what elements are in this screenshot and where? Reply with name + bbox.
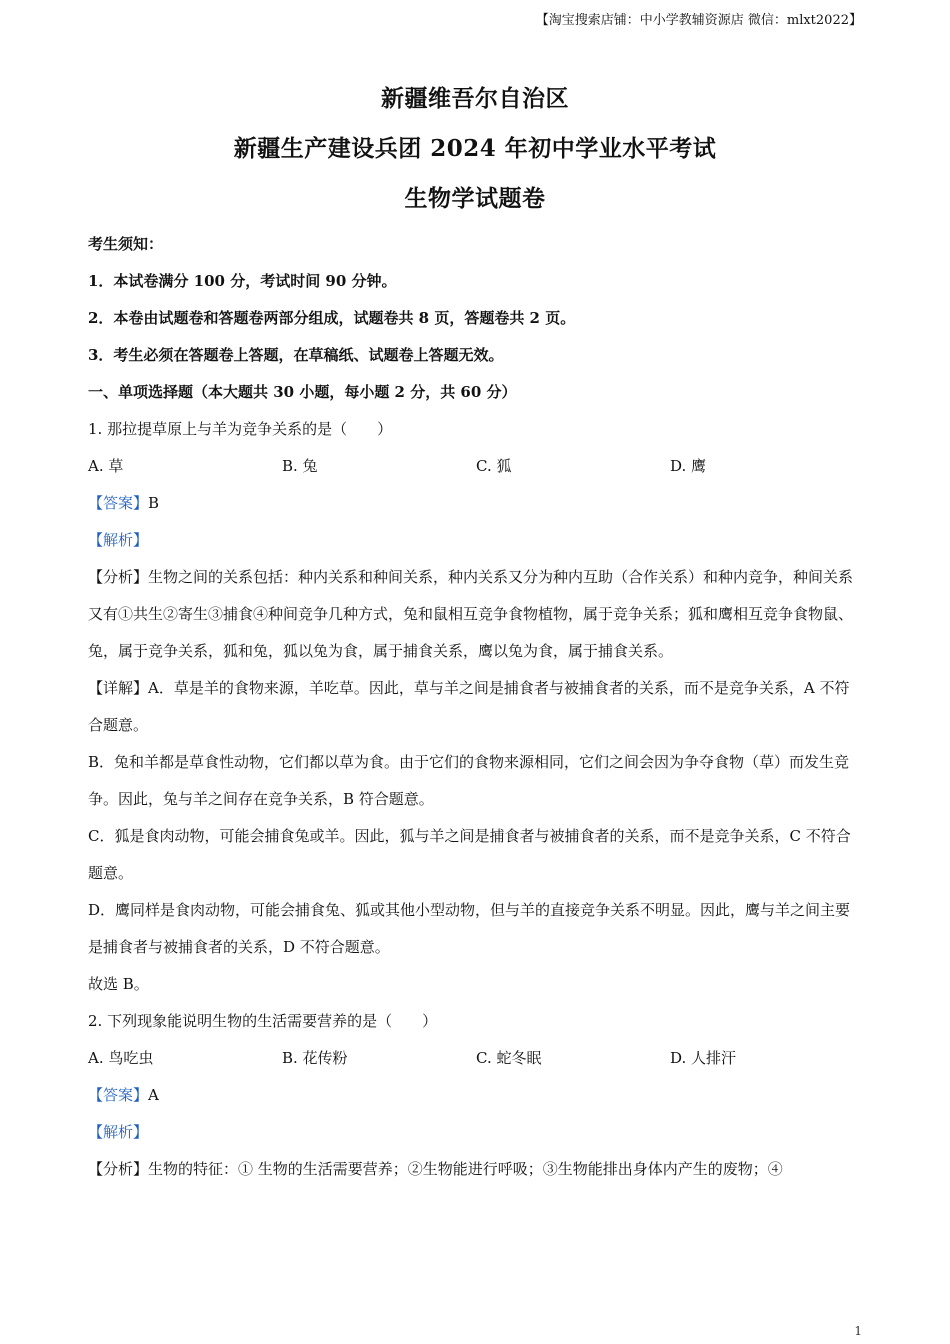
answer-line xyxy=(88,1077,864,1114)
conclusion: 故选 B。 xyxy=(88,975,149,993)
detail-a-text: A．草是羊的食物来源，羊吃草。因此，草与羊之间是捕食者与被捕食者的关系，而不是竞争关系，A 不符合题意。 xyxy=(88,679,850,734)
option-c: C. 狐 xyxy=(476,457,512,475)
analysis-fenxi xyxy=(88,1151,864,1188)
option-d: D. 鹰 xyxy=(670,457,707,475)
option-a: A. 鸟吃虫 xyxy=(88,1049,154,1067)
content-body xyxy=(88,226,864,1188)
option-b: B. 兔 xyxy=(282,457,318,475)
header-note: 【淘宝搜索店铺：中小学教辅资源店 微信：mlxt2022】 xyxy=(535,13,862,28)
notice-item-2: 2．本卷由试题卷和答题卷两部分组成，试题卷共 8 页，答题卷共 2 页。 xyxy=(88,309,576,327)
answer-value: B xyxy=(148,494,160,512)
option-d: D. 人排汗 xyxy=(670,1049,737,1067)
title-exam: 新疆生产建设兵团 2024 年初中学业水平考试 xyxy=(233,135,717,162)
section-heading: 一、单项选择题（本大题共 30 小题，每小题 2 分，共 60 分） xyxy=(88,383,517,401)
detail-c: C．狐是食肉动物，可能会捕食兔或羊。因此，狐与羊之间是捕食者与被捕食者的关系，而不是竞争关系，C 不符合题意。 xyxy=(88,827,851,882)
notice-item-3: 3．考生必须在答题卷上答题，在草稿纸、试题卷上答题无效。 xyxy=(88,346,504,364)
question-2-options xyxy=(88,1040,864,1077)
option-c: C. 蛇冬眠 xyxy=(476,1049,542,1067)
xiangjie-tag: 【详解】 xyxy=(88,679,149,697)
analysis-tag: 【解析】 xyxy=(88,1123,149,1141)
fenxi-tag: 【分析】 xyxy=(88,568,149,586)
answer-tag: 【答案】 xyxy=(88,494,149,512)
fenxi-text: 生物之间的关系包括：种内关系和种间关系，种内关系又分为种内互助（合作关系）和种内竞争，种间关系又有①共生②寄生③捕食④种间竞争几种方式，兔和鼠相互竞争食物植物，属于竞争关系；狐和鹰相互竞争食物鼠、兔，属于竞争关系，狐和兔，狐以兔为食，属于捕食关系，鹰以兔为食，属于捕食关系。 xyxy=(88,568,854,660)
title-subject: 生物学试题卷 xyxy=(404,185,546,212)
notice-item-1: 1．本试卷满分 100 分，考试时间 90 分钟。 xyxy=(88,272,397,290)
fenxi-text: 生物的特征：① 生物的生活需要营养；②生物能进行呼吸；③生物能排出身体内产生的废物；④ xyxy=(148,1160,783,1178)
answer-value: A xyxy=(148,1086,159,1104)
analysis-fenxi xyxy=(88,559,864,670)
fenxi-tag: 【分析】 xyxy=(88,1160,149,1178)
detail-b: B．兔和羊都是草食性动物，它们都以草为食。由于它们的食物来源相同，它们之间会因为争夺食物（草）而发生竞争。因此，兔与羊之间存在竞争关系，B 符合题意。 xyxy=(88,753,850,808)
detail-d: D．鹰同样是食肉动物，可能会捕食兔、狐或其他小型动物，但与羊的直接竞争关系不明显。因此，鹰与羊之间主要是捕食者与被捕食者的关系，D 不符合题意。 xyxy=(88,901,851,956)
question-1-stem: 1. 那拉提草原上与羊为竞争关系的是（ ） xyxy=(88,420,393,438)
title-region: 新疆维吾尔自治区 xyxy=(381,85,569,112)
answer-line xyxy=(88,485,864,522)
page-number: 1 xyxy=(854,1324,862,1338)
detail-a xyxy=(88,670,864,744)
question-1-options xyxy=(88,448,864,485)
notice-heading: 考生须知： xyxy=(88,235,164,253)
option-b: B. 花传粉 xyxy=(282,1049,348,1067)
answer-tag: 【答案】 xyxy=(88,1086,149,1104)
option-a: A. 草 xyxy=(88,457,124,475)
analysis-tag: 【解析】 xyxy=(88,531,149,549)
question-2-stem: 2. 下列现象能说明生物的生活需要营养的是（ ） xyxy=(88,1012,438,1030)
